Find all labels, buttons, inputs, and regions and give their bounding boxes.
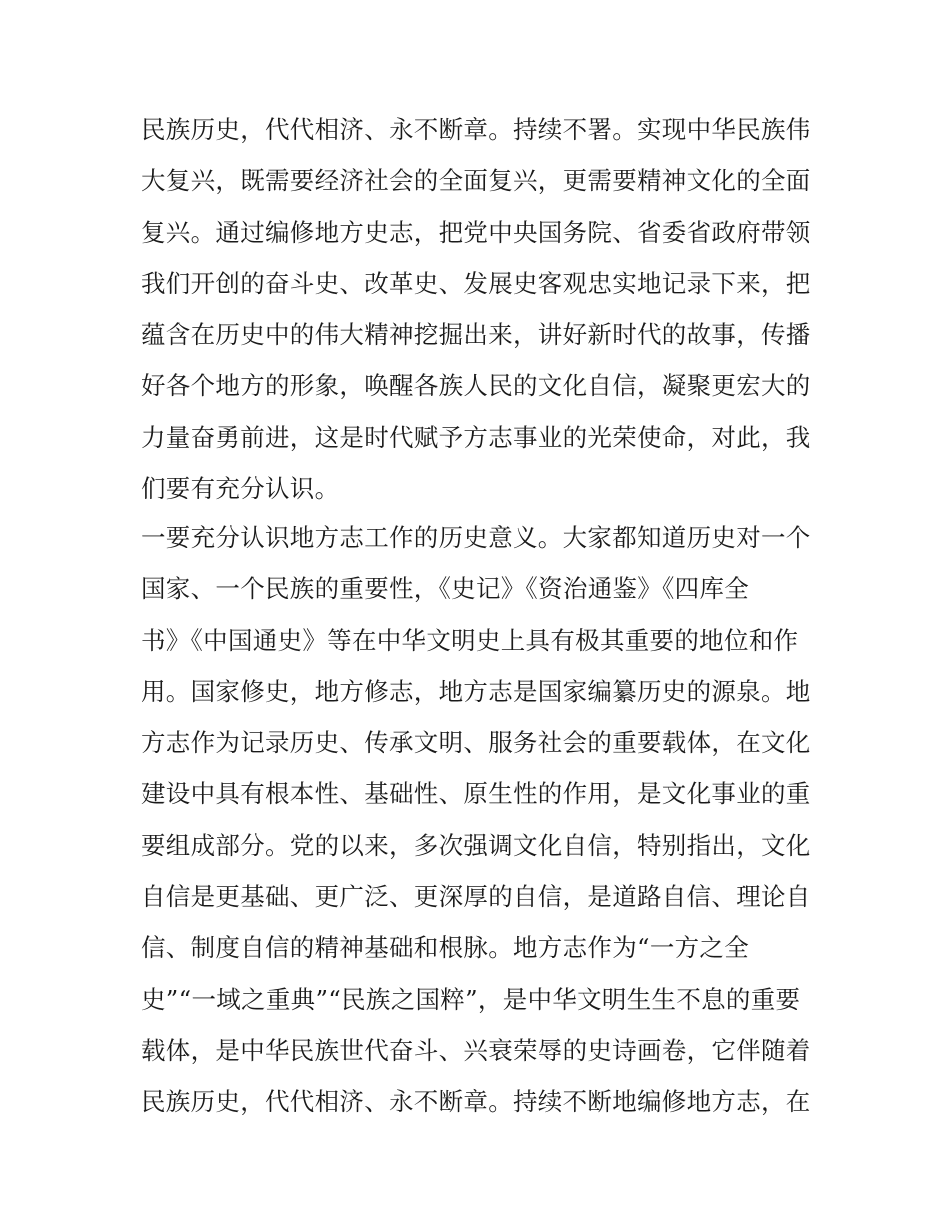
text-line: 国家、一个民族的重要性，《史记》《资治通鉴》《四库全 xyxy=(141,574,750,604)
text-line: 我们开创的奋斗史、改革史、发展史客观忠实地记录下来，把 xyxy=(141,268,811,298)
text-line: 自信是更基础、更广泛、更深厚的自信，是道路自信、理论自 xyxy=(141,882,811,912)
text-line: 方志作为记录历史、传承文明、服务社会的重要载体，在文化 xyxy=(141,728,811,758)
text-line: 民族历史，代代相济、永不断章。持续不署。实现中华民族伟 xyxy=(141,115,811,144)
text-line: 书》《中国通史》等在中华文明史上具有极其重要的地位和作 xyxy=(141,625,799,655)
text-line: 复兴。通过编修地方史志，把党中央国务院、省委省政府带领 xyxy=(141,217,811,247)
text-line: 史”“一域之重典”“民族之国粹”，是中华文明生生不息的重要 xyxy=(141,984,801,1014)
text-line: 一要充分认识地方志工作的历史意义。大家都知道历史对一个 xyxy=(141,523,811,552)
text-line: 信、制度自信的精神基础和根脉。地方志作为“一方之全 xyxy=(141,933,750,963)
text-line: 载体，是中华民族世代奋斗、兴衰荣辱的史诗画卷，它伴随着 xyxy=(141,1035,811,1065)
text-line: 民族历史，代代相济、永不断章。持续不断地编修地方志，在 xyxy=(141,1087,811,1117)
text-line: 要组成部分。党的以来，多次强调文化自信，特别指出，文化 xyxy=(141,830,811,860)
text-line: 好各个地方的形象，唤醒各族人民的文化自信，凝聚更宏大的 xyxy=(141,371,811,401)
text-line: 蕴含在历史中的伟大精神挖掘出来，讲好新时代的故事，传播 xyxy=(141,320,811,350)
text-line: 大复兴，既需要经济社会的全面复兴，更需要精神文化的全面 xyxy=(141,166,811,196)
paragraph-1 xyxy=(141,104,821,514)
text-line: 力量奋勇前进，这是时代赋予方志事业的光荣使命，对此，我 xyxy=(141,422,811,452)
text-line: 建设中具有根本性、基础性、原生性的作用，是文化事业的重 xyxy=(141,779,811,809)
paragraph-2 xyxy=(141,512,821,1128)
text-line: 们要有充分认识。 xyxy=(141,474,340,504)
text-line: 用。国家修史，地方修志，地方志是国家编纂历史的源泉。地 xyxy=(141,676,811,706)
